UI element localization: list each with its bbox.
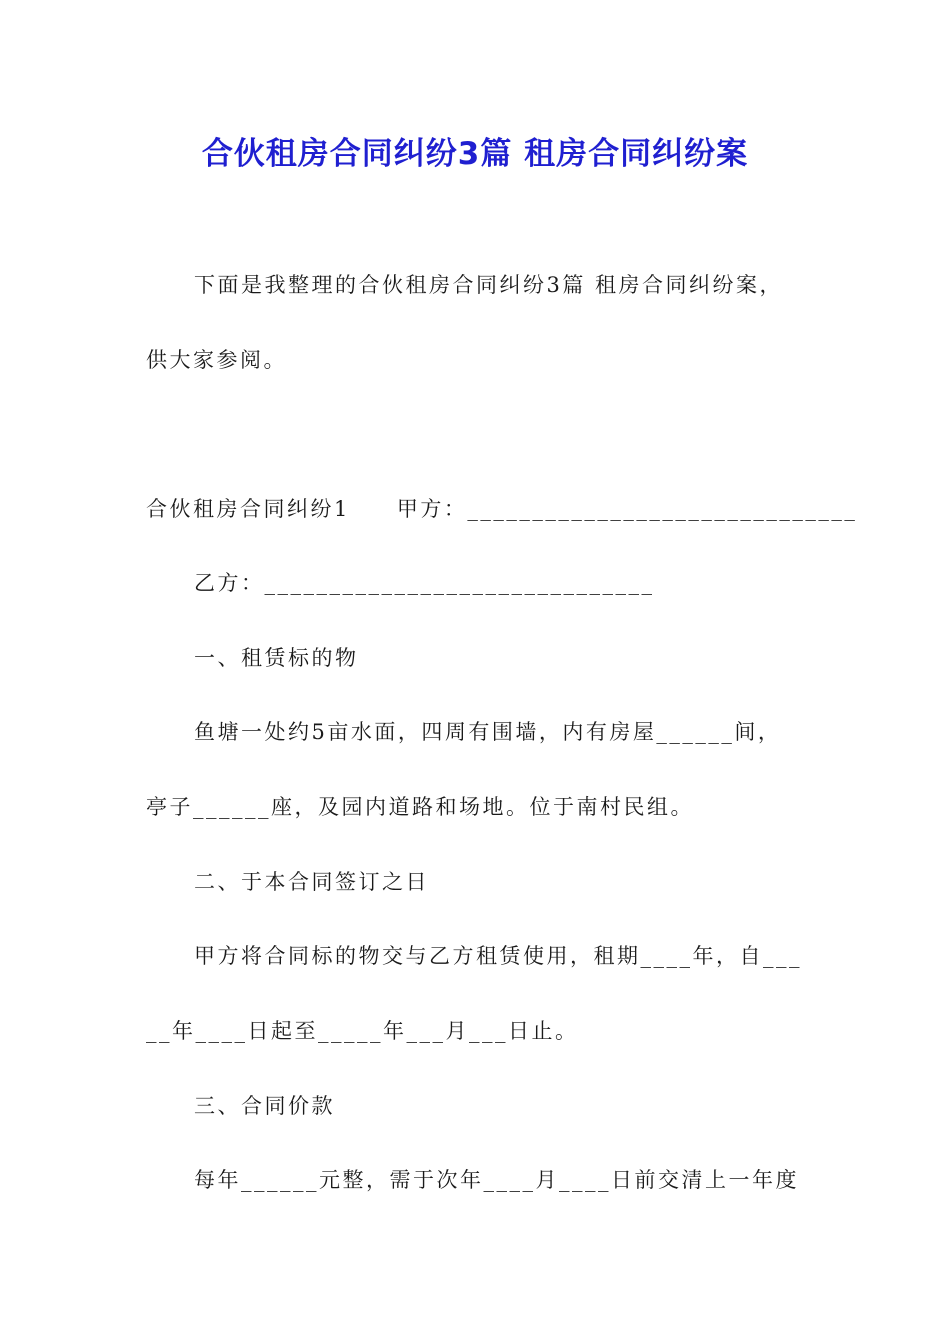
section-heading-party-a: 合伙租房合同纠纷1 甲方：______________________________ (146, 497, 858, 521)
clause-1-text-line-1: 鱼塘一处约5亩水面，四周有围墙，内有房屋______间， (194, 720, 782, 744)
clause-3-heading: 三、合同价款 (194, 1094, 335, 1118)
clause-2-text-line-2: __年____日起至_____年___月___日止。 (146, 1019, 579, 1043)
clause-3-text-line-1: 每年______元整，需于次年____月____日前交清上一年度 (194, 1168, 799, 1192)
clause-1-heading: 一、租赁标的物 (194, 646, 359, 670)
clause-2-text-line-1: 甲方将合同标的物交与乙方租赁使用，租期____年，自___ (194, 944, 802, 968)
intro-line-1: 下面是我整理的合伙租房合同纠纷3篇 租房合同纠纷案， (194, 273, 784, 297)
party-b-line: 乙方：______________________________ (194, 571, 655, 595)
document-title: 合伙租房合同纠纷3篇 租房合同纠纷案 (201, 136, 749, 172)
clause-1-text-line-2: 亭子______座，及园内道路和场地。位于南村民组。 (146, 795, 694, 819)
clause-2-heading: 二、于本合同签订之日 (194, 870, 429, 894)
intro-line-2: 供大家参阅。 (146, 348, 287, 372)
